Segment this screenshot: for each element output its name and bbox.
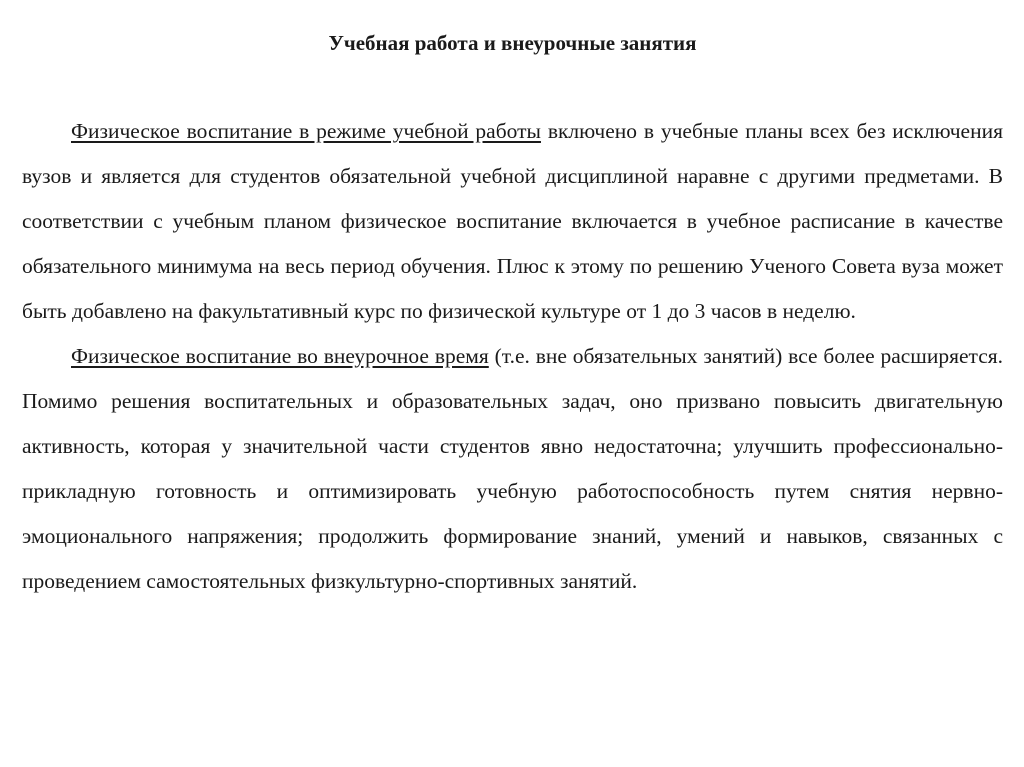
paragraph-curricular-heading: Физическое воспитание в режиме учебной работы (71, 119, 541, 143)
paragraph-curricular-body: включено в учебные планы всех без исключения вузов и является для студентов обязательной учебной дисциплиной наравне с другими предметами. В соответствии с учебным планом физическое воспитание включается в учебное расписание в качестве обязательного минимума на весь период обучения. Плюс к этому по решению Ученого Совета вуза может быть добавлено на факультативный курс по физической культуре от 1 до 3 часов в неделю. (22, 119, 1004, 323)
document-page (22, 0, 1003, 604)
paragraph-extracurricular-heading: Физическое воспитание во внеурочное время (71, 344, 489, 368)
paragraph-extracurricular (22, 334, 1003, 604)
paragraph-curricular (22, 109, 1003, 334)
paragraph-extracurricular-body: (т.е. вне обязательных занятий) все более расширяется. Помимо решения воспитательных и образовательных задач, оно призвано повысить двигательную активность, которая у значительной части студентов явно недостаточна; улучшить профессионально-прикладную готовность и оптимизировать учебную работоспособность путем снятия нервно-эмоционального напряжения; продолжить формирование знаний, умений и навыков, связанных с проведением самостоятельных физкультурно-спортивных занятий. (22, 344, 1004, 593)
document-title: Учебная работа и внеурочные занятия (328, 31, 697, 55)
